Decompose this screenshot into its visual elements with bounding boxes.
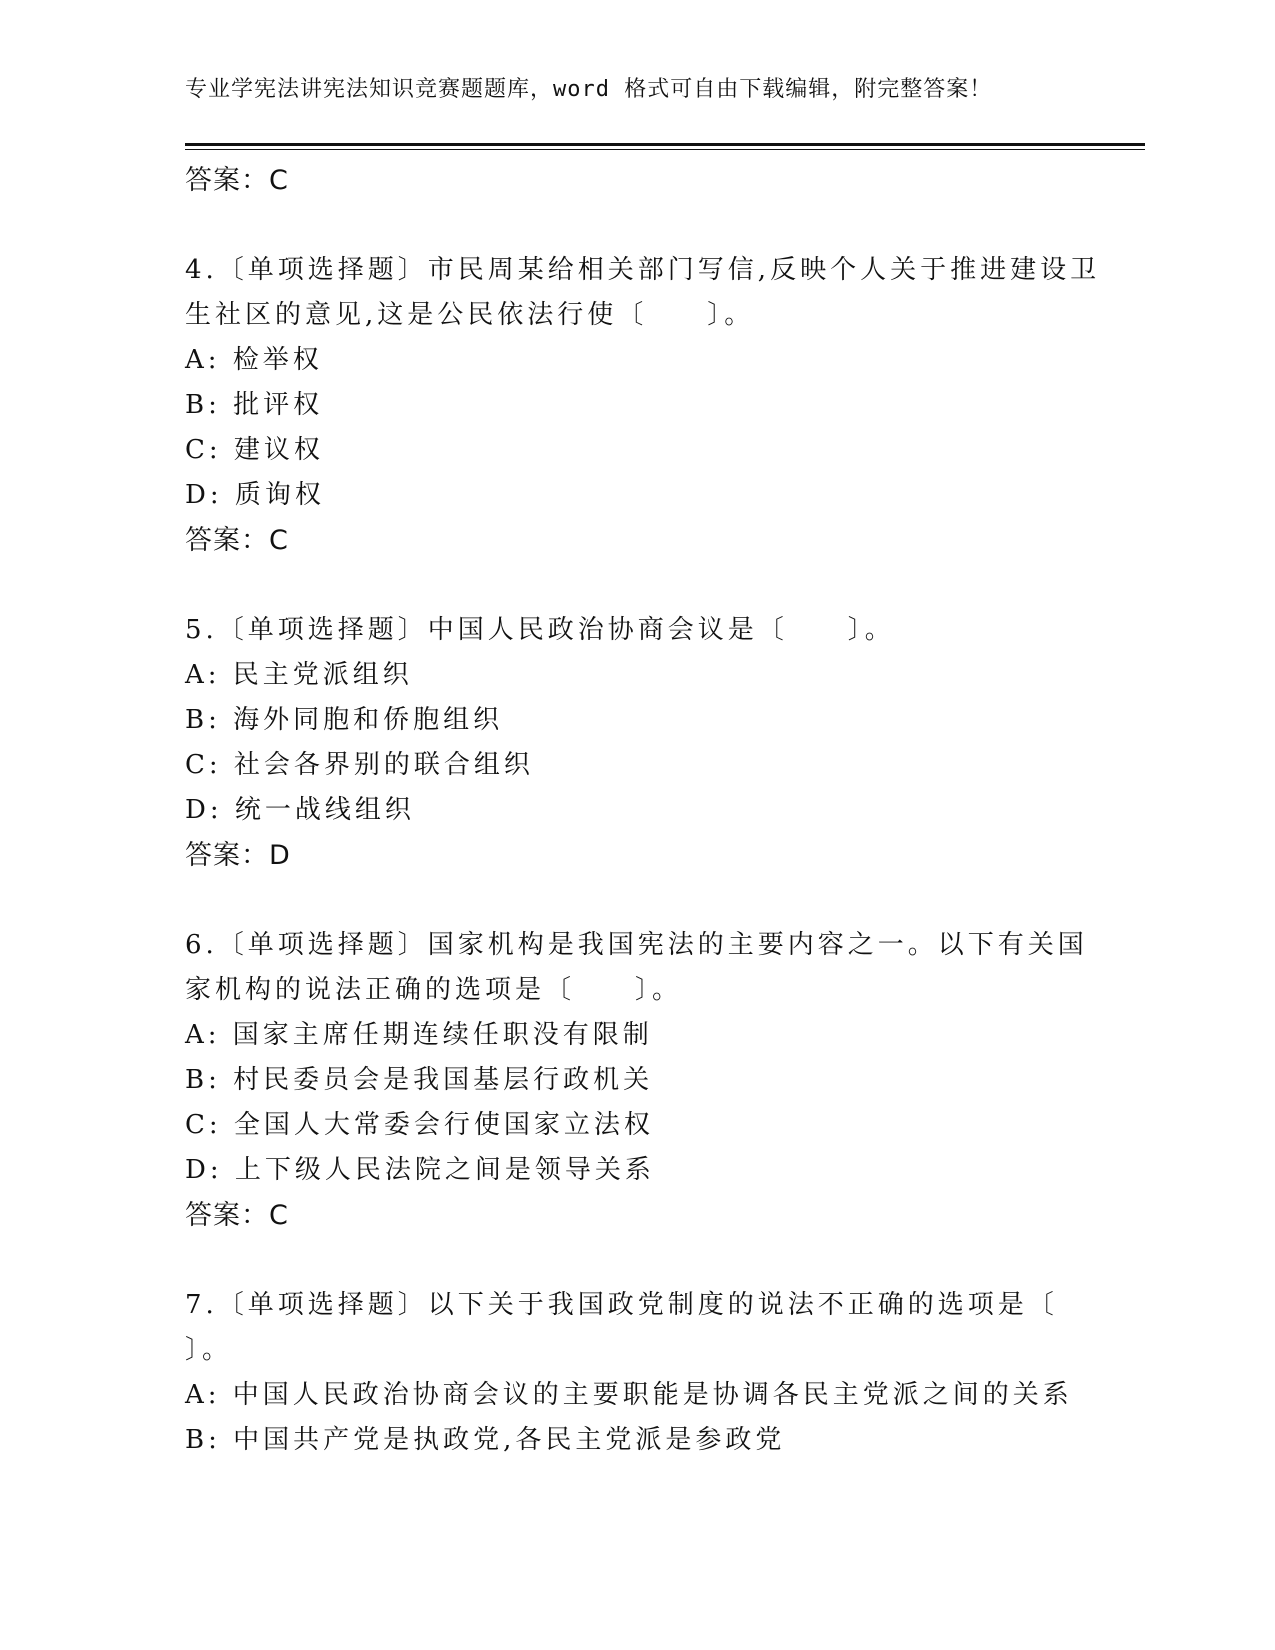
question-4 <box>185 248 1101 563</box>
option-b: B: 批评权 <box>185 390 324 420</box>
question-text: 5.〔单项选择题〕中国人民政治协商会议是〔 〕。 <box>185 615 895 645</box>
answer: 答案：C <box>185 525 289 556</box>
option-b: B: 海外同胞和侨胞组织 <box>185 705 504 735</box>
answer: 答案：D <box>185 840 291 871</box>
question-text: 生社区的意见,这是公民依法行使〔 〕。 <box>185 300 755 330</box>
header-rule-thin <box>185 149 1145 150</box>
question-text: 4.〔单项选择题〕市民周某给相关部门写信,反映个人关于推进建设卫 <box>185 255 1101 285</box>
option-d: D: 质询权 <box>185 480 325 510</box>
question-5 <box>185 608 1085 878</box>
option-a: A: 民主党派组织 <box>185 660 413 690</box>
option-c: C: 建议权 <box>185 435 324 465</box>
page-header: 专业学宪法讲宪法知识竞赛题题库，word 格式可自由下载编辑，附完整答案！ <box>185 77 993 102</box>
option-c: C: 社会各界别的联合组织 <box>185 750 534 780</box>
question-text: 7.〔单项选择题〕以下关于我国政党制度的说法不正确的选项是〔 <box>185 1290 1058 1320</box>
option-c: C: 全国人大常委会行使国家立法权 <box>185 1110 654 1140</box>
question-text: 6.〔单项选择题〕国家机构是我国宪法的主要内容之一。以下有关国 <box>185 930 1088 960</box>
option-d: D: 上下级人民法院之间是领导关系 <box>185 1155 655 1185</box>
question-7 <box>185 1283 1085 1463</box>
option-b: B: 中国共产党是执政党,各民主党派是参政党 <box>185 1425 786 1455</box>
answer-3: 答案：C <box>185 165 289 196</box>
question-text: 〕。 <box>185 1335 233 1365</box>
option-a: A: 检举权 <box>185 345 323 375</box>
option-a: A: 中国人民政治协商会议的主要职能是协调各民主党派之间的关系 <box>185 1380 1073 1410</box>
option-d: D: 统一战线组织 <box>185 795 415 825</box>
question-text: 家机构的说法正确的选项是〔 〕。 <box>185 975 683 1005</box>
question-6 <box>185 923 1088 1238</box>
header-rule-thick <box>185 143 1145 146</box>
document-body <box>185 158 1101 1463</box>
answer: 答案：C <box>185 1200 289 1231</box>
option-b: B: 村民委员会是我国基层行政机关 <box>185 1065 654 1095</box>
option-a: A: 国家主席任期连续任职没有限制 <box>185 1020 653 1050</box>
